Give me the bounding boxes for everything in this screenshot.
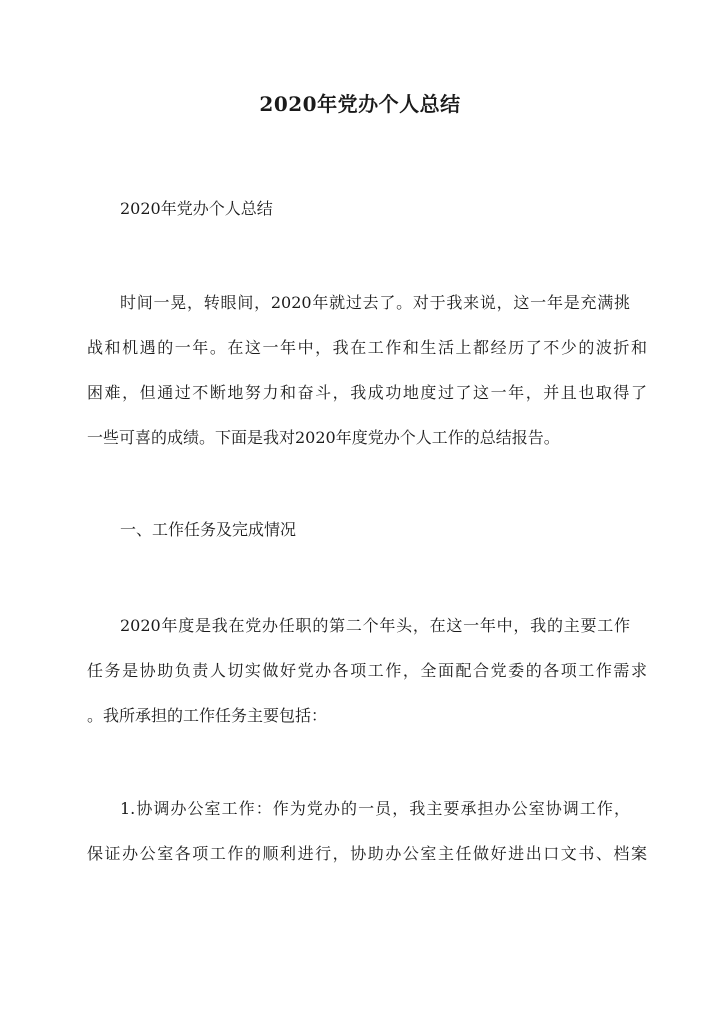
subtitle-paragraph: 2020年党办个人总结 [120, 199, 273, 218]
intro-line-3: 困难，但通过不断地努力和奋斗，我成功地度过了这一年，并且也取得了 [87, 383, 647, 402]
section-line-1: 2020年度是我在党办任职的第二个年头，在这一年中，我的主要工作 [120, 616, 630, 635]
section-heading: 一、工作任务及完成情况 [120, 520, 297, 539]
item1-line-1: 1.协调办公室工作：作为党办的一员，我主要承担办公室协调工作， [120, 799, 630, 818]
section-line-3: 。我所承担的工作任务主要包括： [87, 706, 328, 725]
intro-line-1: 时间一晃，转眼间，2020年就过去了。对于我来说，这一年是充满挑 [120, 293, 630, 312]
document-title: 2020年党办个人总结 [259, 92, 461, 116]
intro-line-4: 一些可喜的成绩。下面是我对2020年度党办个人工作的总结报告。 [87, 428, 560, 447]
item1-line-2: 保证办公室各项工作的顺利进行，协助办公室主任做好进出口文书、档案 [87, 844, 647, 863]
section-line-2: 任务是协助负责人切实做好党办各项工作，全面配合党委的各项工作需求 [87, 661, 647, 680]
intro-line-2: 战和机遇的一年。在这一年中，我在工作和生活上都经历了不少的波折和 [87, 338, 647, 357]
